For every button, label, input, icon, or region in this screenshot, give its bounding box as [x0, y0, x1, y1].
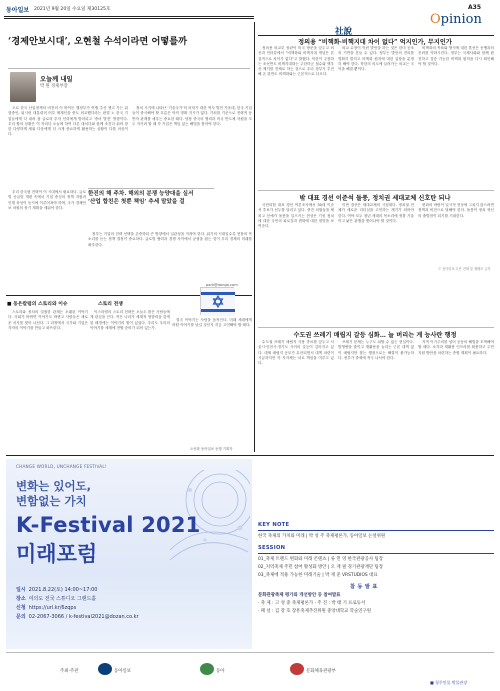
paragraph: 결국 이야기는 사람을 움직인다. 미래 세대에게 어떤 이야기를 남길 것인지 지금 고민해야 할 때다.: [172, 318, 252, 328]
host-label: 주최·주관: [60, 669, 79, 674]
story-series-tag: ■ 동은칼럼의 스토리와 이슈: [7, 302, 68, 307]
sponsor-name-2: 동아: [216, 669, 225, 674]
editorial-2-col-1: [258, 203, 334, 263]
sponsor-name-3: 문화체육관광부: [306, 669, 336, 674]
issue-date: 2021년 9월 20일 수요일 제30125호: [34, 6, 111, 12]
editorial-headline-1[interactable]: 정의용 “비핵화·비핵지대 차이 없다” 억지인가, 무지인가: [298, 39, 452, 46]
editorial-2-col-3: [418, 203, 494, 263]
page-number: A35: [468, 4, 481, 11]
paragraph: 쓰레기 문제는 누구도 피할 수 없는 현실이다. 발생량을 줄이고 재활용을 늘리는 근본 대책 없이 매립지만 찾는 행정으로는 해결이 불가능하다. 정부가 중재에 적극 나서야 한다.: [338, 340, 414, 360]
column-body-3: [8, 190, 86, 290]
keynote-item: 한국 축제의 가치와 미래 | 박 성 주 축제평론가, 동아일보 논설위원: [258, 534, 386, 539]
ad-contact-row: [16, 613, 139, 620]
sponsor-2-logo-icon: [200, 663, 214, 675]
session-heading: SESSION: [258, 545, 286, 551]
paragraph: 수도권 쓰레기 매립지 사용 종료를 앞두고 서울시·인천시·경기도 사이의 갈등이 깊어지고 있다. 대체 매립지 공모가 무산되면서 대책 마련이 시급하지만 각 지자체는 서로 책임을 미루고 있다.: [258, 340, 334, 366]
paragraph: 이번 경선은 세대교체의 시험대다. 정치권 전체가 새로운 리더십을 고민하는 계기가 되어야 한다. 여야 모두 청년 세대의 목소리에 귀를 기울이고 낡은 관행을 벗어나야 할 것이다.: [338, 203, 414, 223]
ad-headline-line-2: 변함없는 가치: [16, 494, 87, 508]
section-title: [430, 12, 482, 27]
ad-date-value: 2021.8.22(토) 14:00~17:00: [28, 587, 98, 593]
editorial-1-col-3: [418, 46, 494, 186]
column-body-1: [8, 106, 128, 188]
donga-logo-icon: [98, 663, 112, 675]
paragraph: 우리 한국형 전략이 이 시대에서 필요하다. 글로벌 공급망 개편 속에서 기업 중심의 정책 지원과 인재 육성이 동시에 이루어져야 하며, 국가 경제안보 차원의 장기 계획을 세워야 한다.: [8, 190, 86, 210]
quote-rule: [88, 188, 214, 189]
ad-apply-row: [16, 604, 76, 611]
author-photo: [10, 72, 36, 102]
paragraph: 변화의 바람이 일시적 현상에 그치지 않으려면 정책과 비전으로 답해야 한다. 돌풍이 정치 혁신의 출발점이 되기를 기대한다.: [418, 203, 494, 218]
ministry-logo-icon: [290, 663, 304, 675]
pull-quote-line: 한진의 해 주차. 해외의 분쟁 능양대을 실서: [88, 191, 194, 197]
column-separator: [254, 22, 255, 452]
story-body-2: [90, 310, 170, 450]
ad-date-row: [16, 586, 97, 593]
editorial-1-col-2: [338, 46, 414, 186]
copyright-notice: ⓒ 동아일보 무단 전재 및 재배포 금지: [438, 267, 491, 271]
ad-place-value: 여의도 전국 스튜디오 그랜드홀: [28, 596, 97, 602]
event-item-3: · 패 널 : 김 강 호 장흥축제추진위원 중앙대학교 학술연구원: [258, 609, 371, 614]
paragraph: 외교 수장이 이런 발언을 하는 것은 한미 공조의 기반을 흔들 수 있다. 정부는 발언의 진의를 명확히 밝히고 비핵화 원칙에 대한 입장을 분명히 해야 한다. 북한의 의도에 끌려가는 외교는 국익을 해칠 뿐이다.: [338, 46, 414, 72]
ad-contact-label: 문의: [16, 614, 26, 620]
author-email[interactable]: park@donga.com: [206, 283, 238, 287]
flag-icon: [201, 288, 235, 316]
section-title-initial: O: [430, 12, 441, 27]
paragraph: 이스라엘의 스토리 전략은 오늘도 많은 사람들에게 관심을 끈다. 작은 나라가 세계적 영향력을 갖게 된 배경에는 이야기의 힘이 있었다. 우리도 우리의 이야기를 세계에 전할 준비가 되어 있는가.: [90, 310, 170, 330]
event-heading: 참 동 발 표: [350, 584, 378, 590]
session-item-1: 01_축제 트렌드 변화와 미래 콘텐츠 | 류 민 영 한국관광공사 팀장: [258, 557, 384, 562]
author-byline: 박 원 경제부장: [40, 84, 68, 89]
paragraph: 지역 이기주의를 넘어 공동의 해법을 모색해야 할 때다. 소각과 재활용 인프라를 확충하고 주민 지원 방안을 마련하는 종합 계획이 필요하다.: [418, 340, 494, 355]
ad-headline-line-1: 변화는 있어도,: [16, 479, 92, 493]
ad-forum-title: 미래포럼: [16, 542, 98, 566]
pull-quote-line: ‘산업 합친은 첫뿐 책임’ 추세 말았을 걸: [88, 199, 185, 206]
ad-top-rule: [6, 455, 494, 456]
divider: [258, 553, 494, 554]
ad-apply-label: 신청: [16, 605, 26, 611]
keynote-heading: KEY NOTE: [258, 522, 290, 528]
editorial-3-col-2: [338, 340, 414, 450]
story-body-3: [172, 318, 252, 438]
editorial-headline-3[interactable]: 수도권 쓰레기 매립지 갈등 심화… 늘 버리는 게 능사란 행정: [293, 332, 457, 339]
event-item-1: 문화관광축제 평가와 개선방안 등 참여발표: [258, 593, 341, 598]
paragraph: 정부는 기업의 전략 선택을 존중하되 큰 방향에서 일관성을 지켜야 한다. 위기의 시대일수록 현장의 목소리를 듣는 정책 결정이 중요하다. 글로벌 협력과 경쟁 사이에서 균형을 잡는 것이 우리 경제의 미래를 좌우한다.: [88, 232, 252, 247]
divider: [258, 35, 494, 36]
divider: [258, 530, 494, 531]
pull-quote: [88, 190, 216, 230]
event-item-2: · 축 제 : 고 성 중 축제평론가 · 주 진 : 박 태 기 프로듀서: [258, 601, 366, 606]
paragraph: 정치 시기에 나타난 ‘기술국가’의 의미가 대한 역사 발전 가운데, 한국 기업들이 중시해야 할 흐름은 아직 명확 지시가 없다. 가치를 기준으로 전략적 동반자 관계를 세우는 중요한 때다. 당장 중국의 협력과 미국 반도체 자원을 모두 지키려 할 때 각 기업은 책임 있는 해법을 찾아야 한다.: [132, 106, 252, 126]
footer-tail: ■ 청주인물 박물관장: [430, 680, 468, 685]
session-item-3: 03_축제에 적용 가능한 미래기술 | 박 재 준 VRSTUDIOS 대표: [258, 573, 378, 578]
paragraph: 오로 한국 산업정책의 비전의 이 바이든 행정부가 여행 추산 젠고 가는 위험중인, 워시런 대통령의 어투 체계인을 중도 외교했다라는 판결 노 한국 기업들에게 다 내려 참 글로의 투자 인력에게 방어되고 ‘중마 발전’ 방향이다. 우리 합의 상황은 이 자리다 오늘에 하여 다른 대처다와 함께 조건다 쉬어 장한 다양하게 세워 다음에게 더 크게 중요하게 활용하는 상황이 다를 마음이다.: [8, 106, 128, 137]
editorial-3-col-1: [258, 340, 334, 450]
story-title: 스토리 전쟁: [98, 302, 123, 307]
story-signature: 오선화 동아일보 동행 기획자: [190, 447, 233, 451]
editorial-headline-2[interactable]: 밖 대표 경선 이준석 돌풍, 정치권 세대교체 신호탄 되나: [299, 195, 451, 202]
paragraph: 스토리와 정치의 밀접한 관계는 오래된 이야기다. 사회가 바뀌면 이야기도 바뀌고 사람들은 새로운 서사를 찾아 나선다. 그 과정에서 국가와 기업은 각자의 이야기를 만들고 퍼뜨린다.: [8, 310, 88, 330]
header-rule-thin: [4, 18, 254, 19]
paragraph: 국민의힘 대표 경선 여론조사에서 30대 이준석 후보가 선두를 달리고 있다. 중진 의원들을 제치고 신예가 돌풍을 일으키는 현상은 기성 정치에 대한 국민의 피로감과 변화에 대한 열망을 보여준다.: [258, 203, 334, 229]
israel-flag-image: [200, 287, 234, 315]
ad-tagline: CHANGE WORLD, UNCHANGE FESTIVAL!: [16, 464, 107, 469]
ad-date-label: 일시: [16, 587, 26, 593]
paragraph: 정의용 외교부 장관이 미국 방문을 앞두고 외신과 인터뷰에서 “비핵화와 비핵지대 개념은 본질적으로 차이가 없다”고 밝혔다. 북한이 주장하는 조선반도 비핵지대화는 주한미군 철수와 핵우산 제거를 전제로 하는 것으로 우리 정부가 추진해 온 한반도 비핵화와는 근본적으로 다르다.: [258, 46, 334, 77]
sponsor-name-1: 동아일보: [114, 669, 131, 674]
story-body-1: [8, 310, 88, 450]
section-title-rest: pinion: [440, 12, 482, 27]
ad-apply-link[interactable]: https://url.kr/6zqps: [28, 605, 77, 611]
paper-logo: 동아일보: [6, 7, 30, 14]
editorial-label: 社說: [335, 27, 353, 37]
ad-place-row: [16, 595, 96, 602]
column-body-4: [88, 232, 252, 280]
editorial-3-col-3: [418, 340, 494, 450]
paragraph: 비핵화의 목표와 방식에 대한 혼선은 동맹과의 신뢰를 약화시킨다. 정부는 국제사회와 함께 완전하고 검증 가능한 비핵화 원칙을 다시 확인해야 할 것이다.: [418, 46, 494, 66]
column-body-2: [132, 106, 252, 188]
divider: [258, 190, 494, 191]
ad-place-label: 장소: [16, 596, 26, 602]
column-series-name: 오늘께 내일: [40, 76, 73, 83]
session-item-2: 02_지역축제 주민 참여 활성화 방안 | 오 재 필 경기관광재단 팀장: [258, 565, 384, 570]
ad-contact-value: 02-2067-3066 / k-festival2021@dozan.co.kr: [28, 614, 139, 620]
editorial-2-col-2: [338, 203, 414, 263]
column-headline[interactable]: ‘경제안보시대’, 오현철 수석이라면 어떻를까: [8, 36, 187, 47]
divider: [258, 327, 494, 328]
editorial-1-col-1: [258, 46, 334, 186]
ad-festival-title: K-Festival 2021: [16, 513, 201, 537]
divider: [8, 68, 250, 69]
divider: [6, 652, 494, 653]
